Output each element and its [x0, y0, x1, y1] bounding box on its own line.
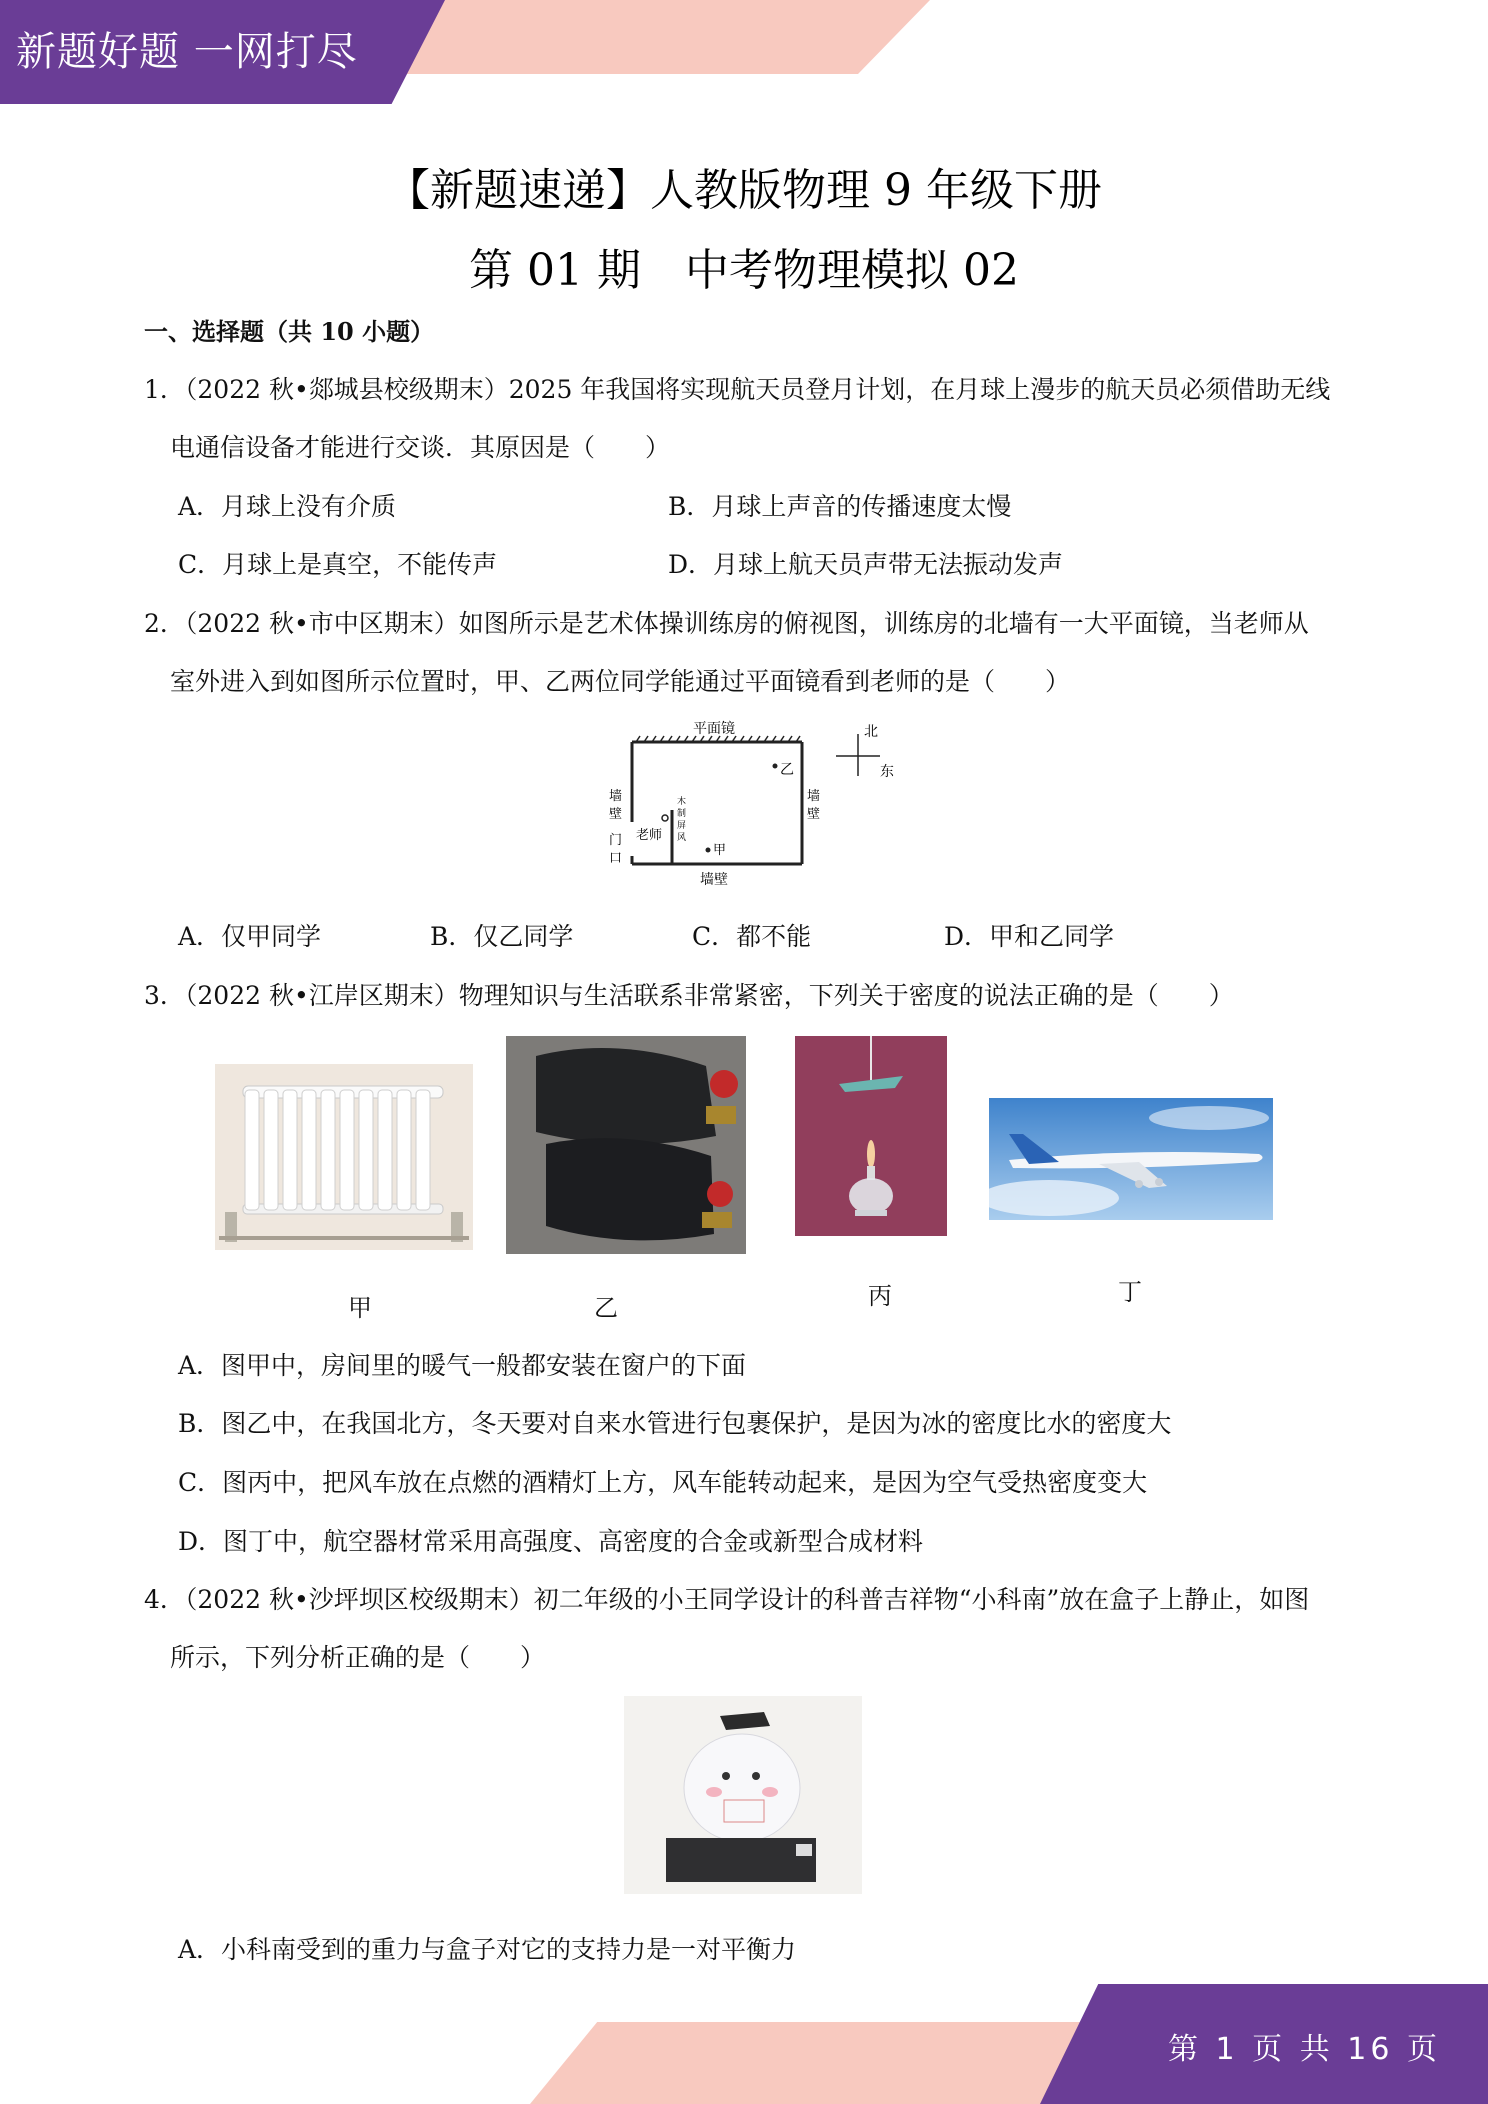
page-title: 【新题速递】人教版物理 9 年级下册	[386, 165, 1102, 216]
compass-icon	[836, 734, 880, 776]
q3-caption-yi: 乙	[594, 1294, 618, 1322]
right-wall-label-2: 壁	[807, 807, 821, 822]
jia-label: 甲	[713, 843, 727, 858]
q3-option-d: D．图丁中，航空器材常采用高强度、高密度的合金或新型合成材料	[178, 1527, 924, 1556]
radiator-photo	[215, 1064, 473, 1250]
page-subtitle: 第 01 期 中考物理模拟 02	[469, 245, 1019, 296]
page-number: 第 1 页 共 16 页	[1168, 2032, 1441, 2067]
q1-option-c: C．月球上是真空，不能传声	[178, 550, 498, 579]
q2-option-d: D．甲和乙同学	[944, 922, 1115, 951]
q1-stem-line2: 电通信设备才能进行交谈．其原因是（ ）	[170, 433, 671, 462]
q1-option-d: D．月球上航天员声带无法振动发声	[668, 550, 1064, 579]
windmill-lamp-photo	[795, 1036, 947, 1236]
screen-label-3: 屏	[677, 821, 687, 831]
q3-stem-line1: 3．（2022 秋•江岸区期末）物理知识与生活联系非常紧密，下列关于密度的说法正确的是（ ）	[144, 981, 1234, 1010]
student-jia-point	[706, 848, 711, 853]
north-label: 北	[864, 724, 878, 740]
bottom-wall-label: 墙壁	[700, 872, 728, 888]
q1-stem-line1: 1．（2022 秋•郯城县校级期末）2025 年我国将实现航天员登月计划，在月球上漫步的航天员必须借助无线	[144, 375, 1331, 404]
q3-caption-jia: 甲	[348, 1294, 372, 1322]
left-wall-label-2: 壁	[609, 807, 623, 822]
screen-label-2: 制	[677, 809, 687, 819]
q3-caption-ding: 丁	[1118, 1278, 1142, 1306]
east-label: 东	[880, 764, 894, 780]
q3-option-a: A．图甲中，房间里的暖气一般都安装在窗户的下面	[178, 1351, 747, 1380]
q2-stem-line1: 2．（2022 秋•市中区期末）如图所示是艺术体操训练房的俯视图，训练房的北墙有一大平面镜，当老师从	[144, 609, 1309, 638]
teacher-label: 老师	[636, 828, 663, 843]
section-heading: 一、选择题（共 10 小题）	[144, 317, 435, 346]
mascot-photo	[624, 1696, 862, 1894]
q1-option-a: A．月球上没有介质	[178, 492, 397, 521]
q4-option-a: A．小科南受到的重力与盒子对它的支持力是一对平衡力	[178, 1935, 797, 1964]
q3-option-b: B．图乙中，在我国北方，冬天要对自来水管进行包裹保护，是因为冰的密度比水的密度大	[178, 1409, 1172, 1438]
right-wall-label-1: 墙	[807, 789, 821, 804]
q2-stem-line2: 室外进入到如图所示位置时，甲、乙两位同学能通过平面镜看到老师的是（ ）	[170, 667, 1071, 696]
teacher-point	[662, 815, 668, 821]
q3-caption-bing: 丙	[868, 1282, 892, 1310]
yi-label: 乙	[780, 762, 794, 778]
student-yi-point	[773, 764, 778, 769]
q4-stem-line1: 4．（2022 秋•沙坪坝区校级期末）初二年级的小王同学设计的科普吉祥物“小科南”放在盒子上静止，如图	[144, 1585, 1310, 1614]
airplane-photo	[989, 1098, 1273, 1220]
screen-label-1: 木	[677, 797, 687, 807]
q2-option-c: C．都不能	[692, 922, 812, 951]
left-wall-label-1: 墙	[609, 789, 623, 804]
wrapped-pipes-photo	[506, 1036, 746, 1254]
q3-option-c: C．图丙中，把风车放在点燃的酒精灯上方，风车能转动起来，是因为空气受热密度变大	[178, 1468, 1148, 1497]
q2-option-b: B．仅乙同学	[430, 922, 574, 951]
q2-room-diagram	[590, 714, 910, 890]
screen-label-4: 风	[677, 833, 687, 843]
q4-stem-line2: 所示，下列分析正确的是（ ）	[170, 1643, 546, 1672]
footer-accent-band	[530, 2022, 1090, 2104]
header-banner-text: 新题好题 一网打尽	[16, 29, 358, 75]
q2-option-a: A．仅甲同学	[178, 922, 322, 951]
door-label-2: 口	[609, 851, 623, 866]
q1-option-b: B．月球上声音的传播速度太慢	[668, 492, 1012, 521]
mirror-label: 平面镜	[693, 721, 735, 737]
door-label-1: 门	[609, 833, 623, 848]
